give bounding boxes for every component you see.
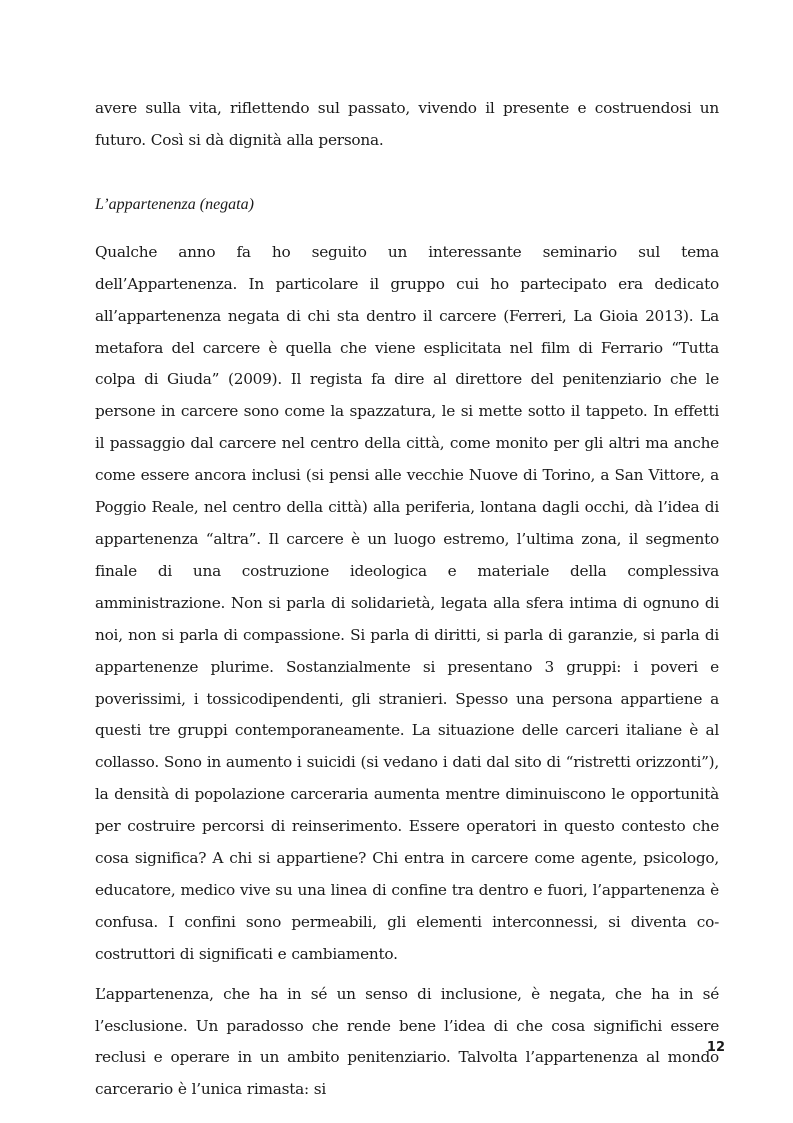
intro-paragraph: avere sulla vita, riflettendo sul passato, vivendo il presente e costruendosi un futuro. Così si dà dignità alla persona. bbox=[95, 99, 719, 149]
section-heading: L’appartenenza (negata) bbox=[95, 195, 254, 213]
body-paragraph: L’appartenenza, che ha in sé un senso di inclusione, è negata, che ha in sé l’esclusione. Un paradosso che rende bene l’idea di che cosa significhi essere reclusi e operare in un ambito penitenziario. Talvolta l’appartenenza al mondo carcerario è l’unica rimasta: si bbox=[95, 984, 719, 1099]
page-number: 12 bbox=[706, 1040, 725, 1055]
body-paragraph: Qualche anno fa ho seguito un interessante seminario sul tema dell’Appartenenza. In particolare il gruppo cui ho partecipato era dedicato all’appartenenza negata di chi sta dentro il carcere (Ferreri, La Gioia 2013). La metafora del carcere è quella che viene esplicitata nel film di Ferrario “Tutta colpa di Giuda” (2009). Il regista fa dire al direttore del penitenziario che le persone in carcere sono come la spazzatura, le si mette sotto il tappeto. In effetti il passaggio dal carcere nel centro della città, come monito per gli altri ma anche come essere ancora inclusi (si pensi alle vecchie Nuove di Torino, a San Vittore, a Poggio Reale, nel centro della città) alla periferia, lontana dagli occhi, dà l’idea di appartenenza “altra”. Il carcere è un luogo estremo, l’ultima zona, il segmento finale di una costruzione ideologica e materiale della complessiva amministrazione. Non si parla di solidarietà, legata alla sfera intima di ognuno di noi, non si parla di compassione. Si parla di diritti, si parla di garanzie, si parla di appartenenze plurime. Sostanzialmente si presentano 3 gruppi: i poveri e poverissimi, i tossicodipendenti, gli stranieri. Spesso una persona appartiene a questi tre gruppi contemporaneamente. La situazione delle carceri italiane è al collasso. Sono in aumento i suicidi (si vedano i dati dal sito di “ristretti orizzonti”), la densità di popolazione carceraria aumenta mentre diminuiscono le opportunità per costruire percorsi di reinserimento. Essere operatori in questo contesto che cosa significa? A chi si appartiene? Chi entra in carcere come agente, psicologo, educatore, medico vive su una linea di confine tra dentro e fuori, l’appartenenza è confusa. I confini sono permeabili, gli elementi interconnessi, si diventa co-costruttori di significati e cambiamento. bbox=[95, 242, 719, 963]
document-page bbox=[95, 93, 719, 1106]
